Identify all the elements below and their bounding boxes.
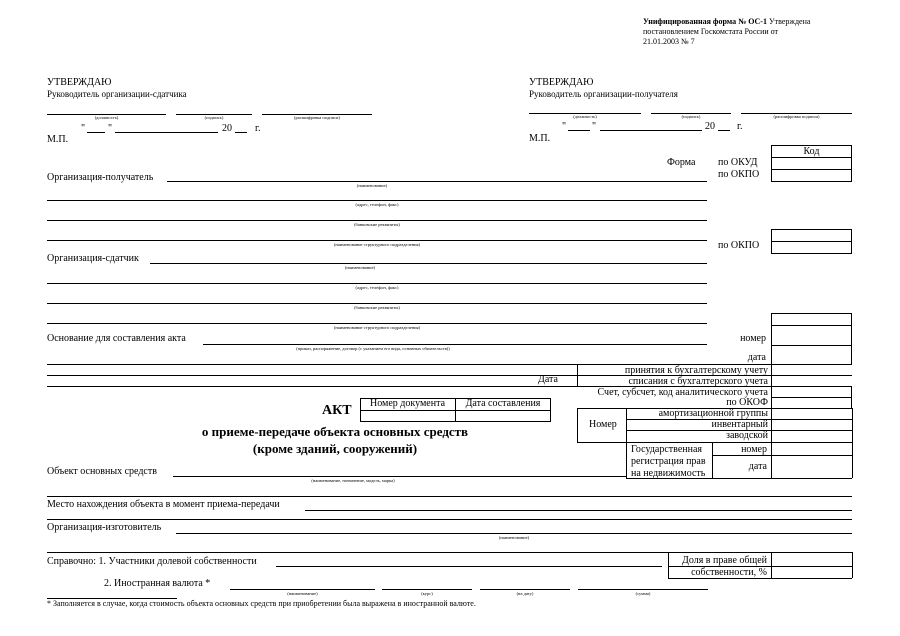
approve-right-subtitle: Руководитель организации-получателя <box>529 89 678 99</box>
code-okud-label: по ОКУД <box>718 157 758 168</box>
amort-label: амортизационной группы <box>658 408 768 419</box>
code-okpo-recipient-cell[interactable] <box>771 169 852 182</box>
basis-date-label: дата <box>747 352 766 363</box>
reference-share-border <box>852 552 853 578</box>
sender-cap-address: (адрес, телефон, факс) <box>355 285 399 290</box>
reference-share-line1: Доля в праве общей <box>682 555 767 566</box>
inventory-label: инвентарный <box>711 419 768 430</box>
account-label: Счет, субсчет, код аналитического учета <box>597 387 768 398</box>
gosreg-divider <box>712 442 713 478</box>
approve-left-year: 20 <box>222 123 232 134</box>
form-code: Унифицированная форма № ОС-1 <box>643 17 767 26</box>
approve-left-cap-signature: (подпись) <box>204 115 224 120</box>
object-line[interactable] <box>173 476 626 477</box>
recipient-cap-address: (адрес, телефон, факс) <box>355 202 399 207</box>
approve-left-cap-decoding: (расшифровка подписи) <box>294 115 340 120</box>
number-divider-left <box>577 408 578 443</box>
recipient-cap-division: (наименование структурного подразделения) <box>333 242 421 247</box>
recipient-name-line[interactable] <box>167 181 707 182</box>
reference-currency-name-line[interactable] <box>230 589 375 590</box>
dates-date-label: Дата <box>538 374 558 385</box>
sender-cap-name: (наименование) <box>344 265 376 270</box>
object-label: Объект основных средств <box>47 466 157 477</box>
code-okpo1-label: по ОКПО <box>718 169 760 180</box>
code-header: Код <box>771 145 852 158</box>
form-header-line1 <box>643 17 810 26</box>
reference-currency-label: 2. Иностранная валюта * <box>104 578 211 589</box>
approve-left-year-suffix: г. <box>255 123 261 134</box>
sender-address-line[interactable] <box>47 283 707 284</box>
location-label: Место нахождения объекта в момент приема-передачи <box>47 499 280 510</box>
sender-label: Организация-сдатчик <box>47 253 139 264</box>
code-forma-label: Форма <box>667 157 696 168</box>
act-title: АКТ <box>322 403 352 418</box>
approve-left-year-line[interactable] <box>235 132 247 133</box>
approve-right-day-line[interactable] <box>568 130 590 131</box>
recipient-cap-bank: (банковские реквизиты) <box>354 222 400 227</box>
approve-right-quote-open: " <box>562 121 567 132</box>
approve-left-title: УТВЕРЖДАЮ <box>47 77 112 88</box>
approve-right-title: УТВЕРЖДАЮ <box>529 77 594 88</box>
gosreg-number-line <box>712 455 852 456</box>
maker-cap: (наименование) <box>498 535 530 540</box>
act-doc-number-cell[interactable] <box>361 411 454 421</box>
dates-writeoff-label: списания с бухгалтерского учета <box>628 376 768 387</box>
reference-currency-date-line[interactable] <box>480 589 570 590</box>
approve-left-subtitle: Руководитель организации-сдатчика <box>47 89 187 99</box>
number-label: Номер <box>589 419 617 430</box>
code-okpo-sender-cell[interactable] <box>771 241 852 254</box>
gosreg-number-label: номер <box>741 444 767 455</box>
approve-left-month-line[interactable] <box>115 132 218 133</box>
factory-line <box>577 442 852 443</box>
approve-left-quote-open: " <box>81 123 86 134</box>
sender-bank-line[interactable] <box>47 303 707 304</box>
gosreg-line2: регистрация прав <box>631 456 706 467</box>
act-doc-date-header: Дата составления <box>465 398 541 409</box>
recipient-cap-name: (наименование) <box>356 183 388 188</box>
reference-share-bottom-line <box>668 578 852 579</box>
object-cap: (наименование, назначение, модель, марка) <box>311 478 395 483</box>
approve-left-cap-position: (должность) <box>94 115 119 120</box>
reference-cap-name: (наименование) <box>287 591 318 596</box>
location-top-line <box>47 496 852 497</box>
approve-left-quote-close: " <box>108 123 113 134</box>
basis-number-label: номер <box>740 333 766 344</box>
dates-divider-right <box>771 364 772 386</box>
number-border-right <box>852 408 853 478</box>
recipient-division-line[interactable] <box>47 240 707 241</box>
dates-divider-left <box>577 364 578 386</box>
act-subtitle-line2: (кроме зданий, сооружений) <box>252 441 418 456</box>
reference-cap-sum: (сумма) <box>635 591 651 596</box>
reference-owners-line[interactable] <box>276 566 662 567</box>
approve-right-cap-position: (должность) <box>573 114 597 119</box>
code-basis-divider <box>771 345 852 346</box>
sender-division-line[interactable] <box>47 323 707 324</box>
reference-cap-date: (на дату) <box>516 591 534 596</box>
reference-cap-rate: (курс) <box>421 591 433 596</box>
recipient-address-line[interactable] <box>47 200 707 201</box>
sender-cap-bank: (банковские реквизиты) <box>354 305 400 310</box>
gosreg-bottom-line <box>626 478 852 479</box>
approve-right-month-line[interactable] <box>600 130 702 131</box>
act-doc-date-cell[interactable] <box>456 411 550 421</box>
factory-label: заводской <box>726 430 768 441</box>
maker-label: Организация-изготовитель <box>47 522 162 533</box>
recipient-label: Организация-получатель <box>47 172 154 183</box>
act-doc-number-header: Номер документа <box>369 398 446 409</box>
approve-right-year-line[interactable] <box>718 130 730 131</box>
approve-left-day-line[interactable] <box>87 132 105 133</box>
form-header-line2: постановлением Госкомстата России от <box>643 27 779 36</box>
footnote: * Заполняется в случае, когда стоимость объекта основных средств при приобретении была выражена в иностранной валюте. <box>47 599 476 608</box>
reference-share-cell[interactable] <box>772 553 851 577</box>
basis-line[interactable] <box>203 344 707 345</box>
approve-left-mp: М.П. <box>47 134 69 145</box>
sender-cap-division: (наименование структурного подразделения) <box>333 325 421 330</box>
approve-right-mp: М.П. <box>529 133 551 144</box>
number-divider-right <box>771 408 772 478</box>
maker-top-line <box>47 519 852 520</box>
sender-name-line[interactable] <box>150 263 707 264</box>
approve-right-cap-signature: (подпись) <box>681 114 701 119</box>
okof-label: по ОКОФ <box>726 397 768 408</box>
gosreg-line1: Государственная <box>631 444 703 455</box>
approve-right-year-suffix: г. <box>737 121 743 132</box>
code-okpo2-label: по ОКПО <box>718 240 760 251</box>
approve-right-year: 20 <box>705 121 715 132</box>
basis-label: Основание для составления акта <box>47 333 186 344</box>
reference-top-line <box>47 552 852 553</box>
location-line[interactable] <box>305 510 852 511</box>
gosreg-line3: на недвижимость <box>631 468 706 479</box>
form-header-line3: 21.01.2003 № 7 <box>643 37 695 46</box>
act-subtitle-line1: о приеме-передаче объекта основных средств <box>201 424 469 439</box>
recipient-bank-line[interactable] <box>47 220 707 221</box>
reference-share-line2: собственности, % <box>691 567 767 578</box>
reference-currency-sum-line[interactable] <box>578 589 708 590</box>
maker-line[interactable] <box>176 533 852 534</box>
form-approved-text: Утверждена <box>766 17 811 26</box>
dates-accept-label: принятия к бухгалтерскому учету <box>624 365 768 376</box>
reference-currency-rate-line[interactable] <box>382 589 472 590</box>
gosreg-date-label: дата <box>748 461 767 472</box>
approve-right-quote-close: " <box>592 121 597 132</box>
basis-cap: (приказ, распоряжение, договор (с указанием его вида, основных обязательств)) <box>296 346 450 351</box>
approve-right-cap-decoding: (расшифровка подписи) <box>773 114 820 119</box>
reference-label: Справочно: 1. Участники долевой собственности <box>47 556 257 567</box>
